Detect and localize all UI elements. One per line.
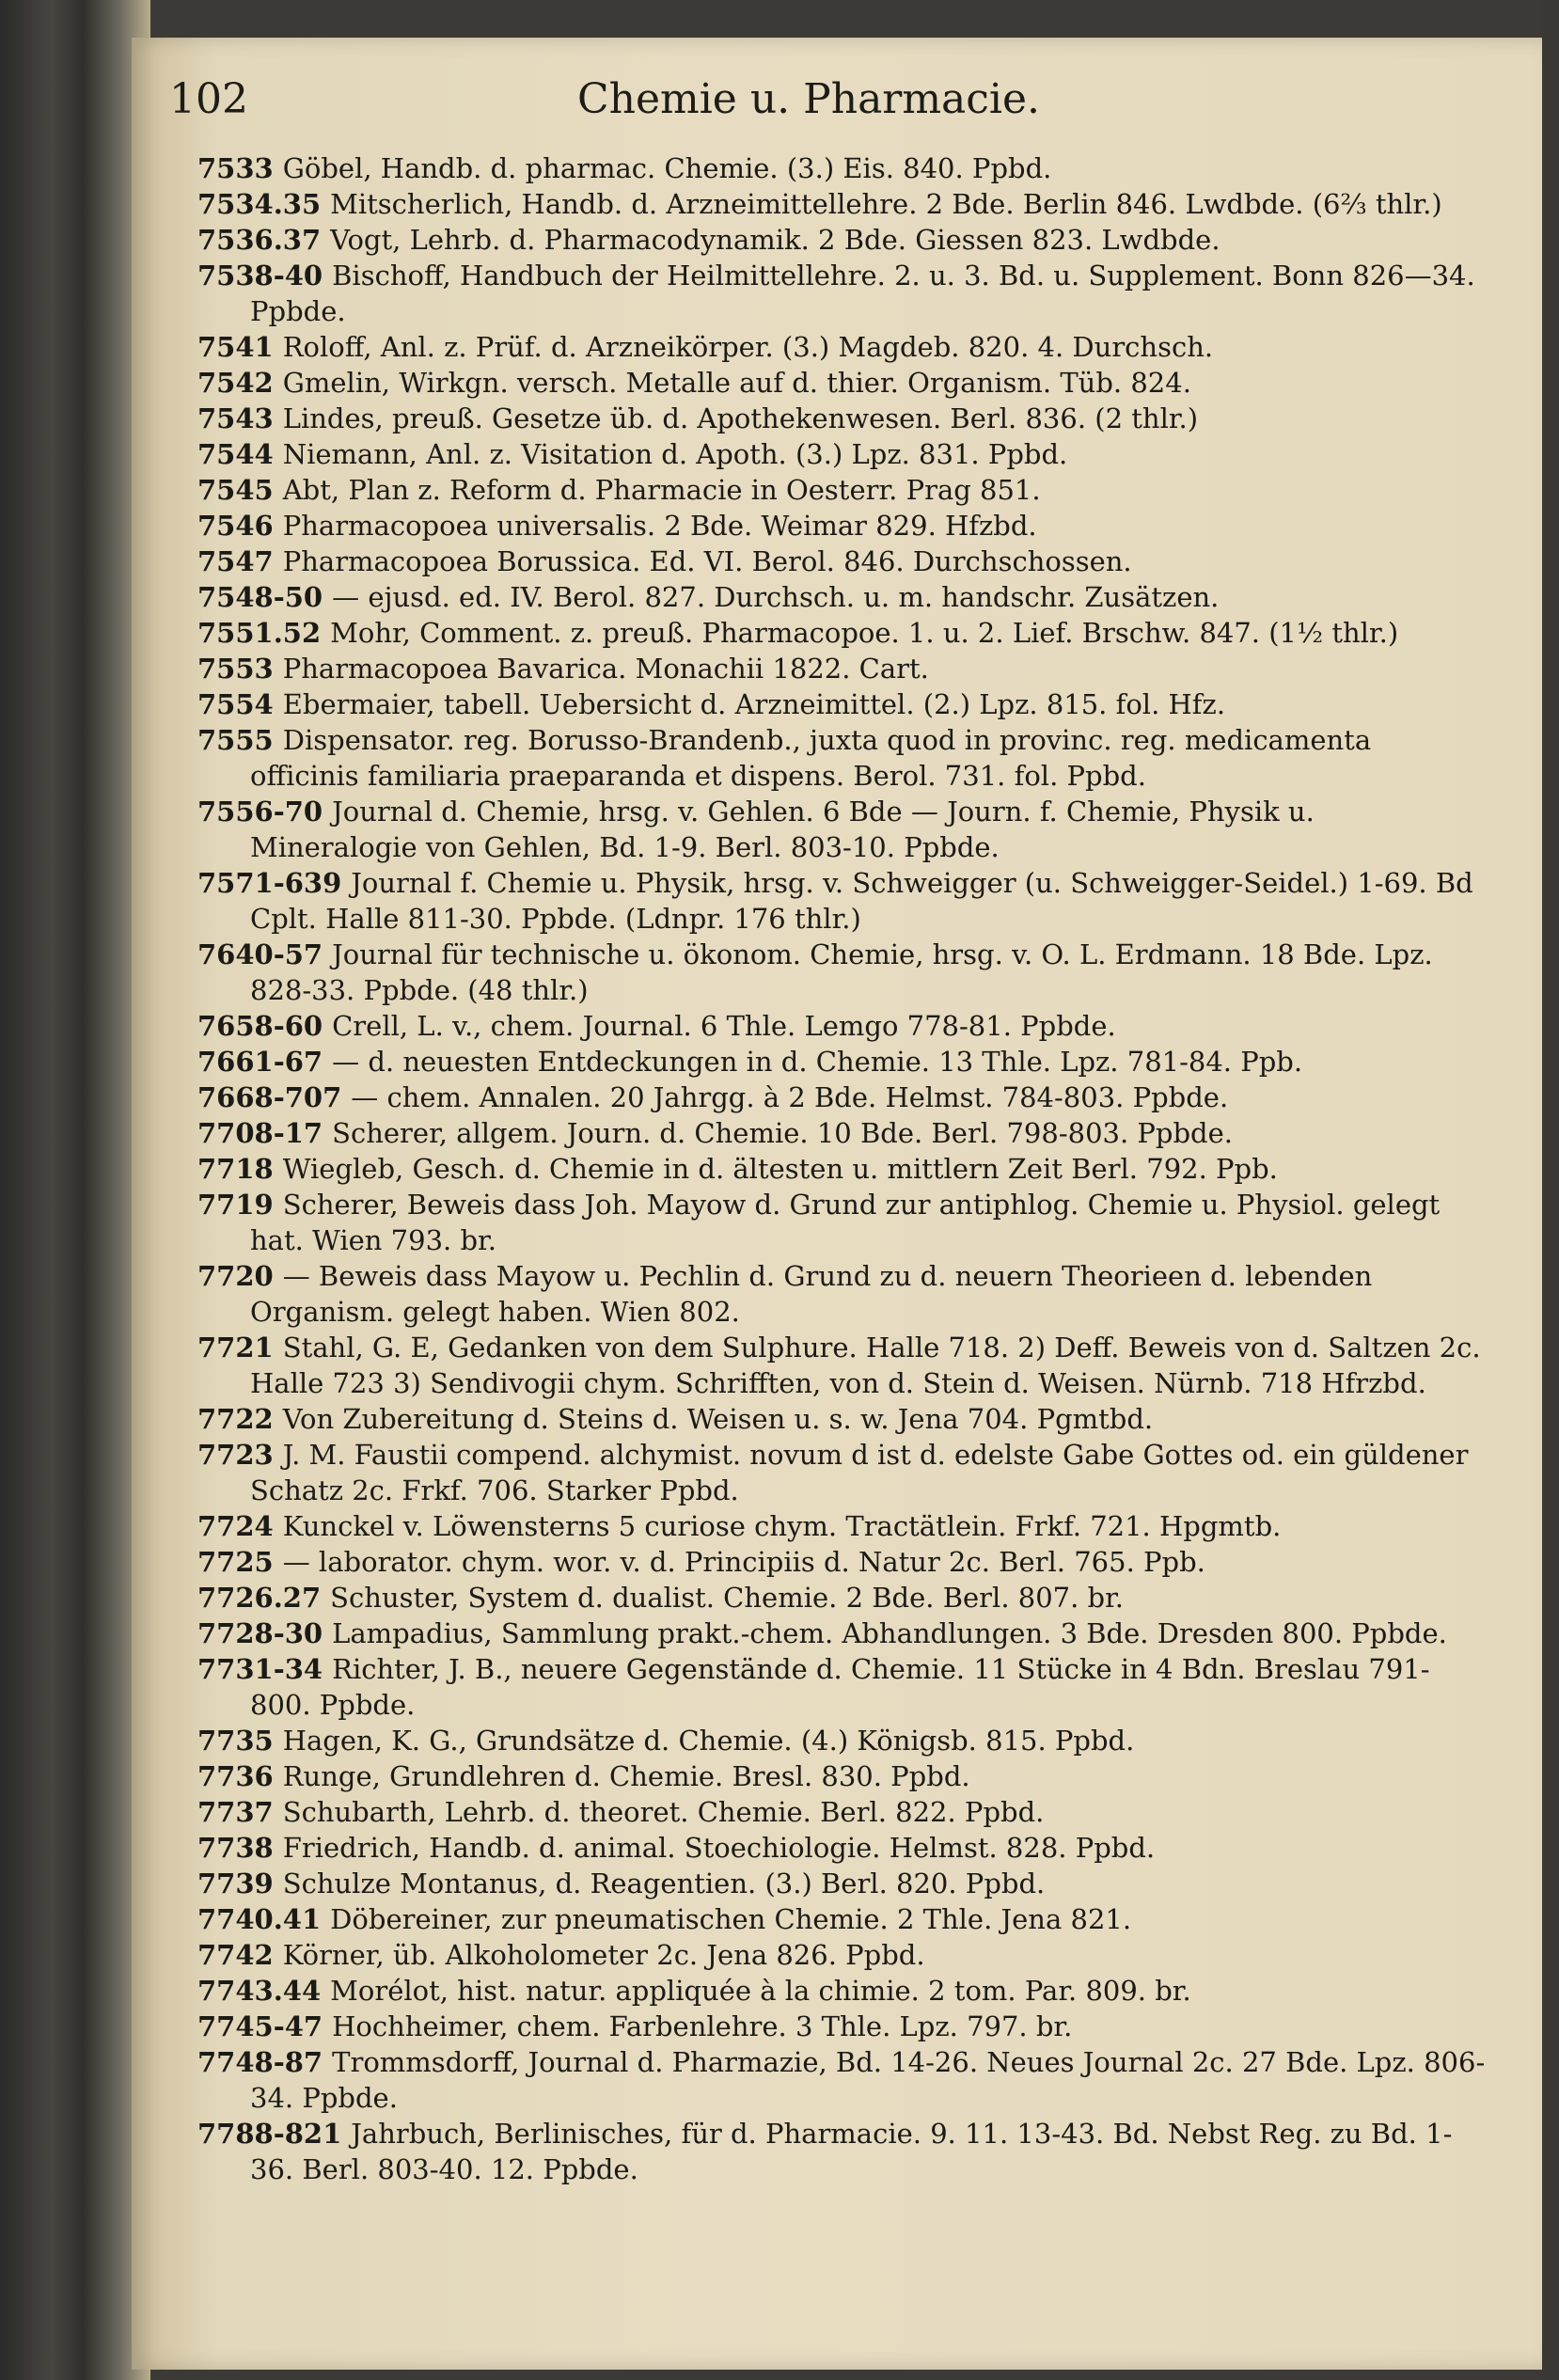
- entry-number: 7538-40: [197, 260, 323, 292]
- entry-text: Morélot, hist. natur. appliquée à la chimie. 2 tom. Par. 809. br.: [330, 1975, 1191, 2007]
- catalog-entry: [197, 1758, 1486, 1794]
- entry-text: Scherer, allgem. Journ. d. Chemie. 10 Bde. Berl. 798-803. Ppbde.: [332, 1117, 1234, 1149]
- entry-text: Scherer, Beweis dass Joh. Mayow d. Grund zur antiphlog. Chemie u. Physiol. gelegt hat. Wien 793. br.: [250, 1189, 1441, 1256]
- entry-number: 7720: [197, 1260, 274, 1292]
- entry-text: Niemann, Anl. z. Visitation d. Apoth. (3.) Lpz. 831. Ppbd.: [282, 438, 1068, 470]
- entry-text: Crell, L. v., chem. Journal. 6 Thle. Lemgo 778-81. Ppbde.: [332, 1010, 1116, 1042]
- catalog-entry: [197, 1544, 1486, 1580]
- entry-text: Pharmacopoea Bavarica. Monachii 1822. Cart.: [282, 653, 929, 685]
- entry-text: Pharmacopoea Borussica. Ed. VI. Berol. 846. Durchschossen.: [282, 545, 1132, 577]
- entry-text: Dispensator. reg. Borusso-Brandenb., juxta quod in provinc. reg. medicamenta officinis familiaria praeparanda et dispens. Berol. 731. fol. Ppbd.: [250, 724, 1372, 792]
- entry-number: 7533: [197, 152, 274, 184]
- entry-text: Döbereiner, zur pneumatischen Chemie. 2 Thle. Jena 821.: [330, 1903, 1132, 1935]
- catalog-entry: [197, 1723, 1486, 1758]
- entry-number: 7728-30: [197, 1617, 323, 1649]
- entry-text: Pharmacopoea universalis. 2 Bde. Weimar 829. Hfzbd.: [282, 510, 1037, 542]
- catalog-entry: [197, 1616, 1486, 1651]
- catalog-entry: [197, 1401, 1486, 1437]
- entry-number: 7543: [197, 402, 274, 434]
- entry-text: Bischoff, Handbuch der Heilmittellehre. 2. u. 3. Bd. u. Supplement. Bonn 826—34. Ppbde.: [250, 260, 1475, 327]
- entry-text: Schubarth, Lehrb. d. theoret. Chemie. Berl. 822. Ppbd.: [282, 1796, 1045, 1828]
- catalog-entry: [197, 436, 1486, 472]
- entry-number: 7723: [197, 1439, 274, 1471]
- entry-text: Schuster, System d. dualist. Chemie. 2 Bde. Berl. 807. br.: [330, 1582, 1125, 1614]
- entry-text: — Beweis dass Mayow u. Pechlin d. Grund zu d. neuern Theorieen d. lebenden Organism. gelegt haben. Wien 802.: [250, 1260, 1373, 1328]
- catalog-entry: [197, 686, 1486, 722]
- entry-number: 7721: [197, 1332, 274, 1363]
- entry-number: 7661-67: [197, 1046, 323, 1078]
- catalog-entry: [197, 722, 1486, 794]
- catalog-entry: [197, 258, 1486, 329]
- entry-number: 7668-707: [197, 1081, 342, 1113]
- entry-number: 7735: [197, 1725, 274, 1757]
- catalog-entry: [197, 579, 1486, 615]
- entry-text: Roloff, Anl. z. Prüf. d. Arzneikörper. (3.) Magdeb. 820. 4. Durchsch.: [282, 331, 1214, 363]
- entry-number: 7534.35: [197, 188, 322, 220]
- entry-number: 7726.27: [197, 1582, 322, 1614]
- entry-text: Journal für technische u. ökonom. Chemie, hrsg. v. O. L. Erdmann. 18 Bde. Lpz. 828-33. Ppbde. (48 thlr.): [250, 938, 1433, 1006]
- entry-number: 7731-34: [197, 1653, 323, 1685]
- entry-number: 7554: [197, 688, 274, 720]
- entry-text: Kunckel v. Löwensterns 5 curiose chym. Tractätlein. Frkf. 721. Hpgmtb.: [282, 1510, 1282, 1542]
- catalog-entry: [197, 794, 1486, 865]
- entry-text: Richter, J. B., neuere Gegenstände d. Chemie. 11 Stücke in 4 Bdn. Breslau 791-800. Ppbde.: [250, 1653, 1430, 1721]
- entry-number: 7788-821: [197, 2118, 342, 2150]
- entry-text: Hagen, K. G., Grundsätze d. Chemie. (4.) Königsb. 815. Ppbd.: [282, 1725, 1135, 1757]
- catalog-entries: [197, 150, 1486, 2187]
- catalog-entry: [197, 1044, 1486, 1080]
- entry-number: 7544: [197, 438, 274, 470]
- entry-number: 7736: [197, 1760, 274, 1792]
- catalog-entry: [197, 1437, 1486, 1508]
- entry-text: — ejusd. ed. IV. Berol. 827. Durchsch. u. m. handschr. Zusätzen.: [332, 581, 1220, 613]
- entry-number: 7553: [197, 653, 274, 685]
- page-number: 102: [169, 75, 248, 123]
- catalog-entry: [197, 1151, 1486, 1187]
- catalog-entry: [197, 2116, 1486, 2187]
- entry-number: 7725: [197, 1546, 274, 1578]
- entry-number: 7547: [197, 545, 274, 577]
- entry-text: Ebermaier, tabell. Uebersicht d. Arzneimittel. (2.) Lpz. 815. fol. Hfz.: [282, 688, 1226, 720]
- entry-number: 7722: [197, 1403, 274, 1435]
- entry-number: 7545: [197, 474, 274, 506]
- entry-number: 7742: [197, 1939, 274, 1971]
- entry-text: Journal d. Chemie, hrsg. v. Gehlen. 6 Bde — Journ. f. Chemie, Physik u. Mineralogie von Gehlen, Bd. 1-9. Berl. 803-10. Ppbde.: [250, 796, 1315, 863]
- entry-number: 7737: [197, 1796, 274, 1828]
- catalog-entry: [197, 615, 1486, 651]
- catalog-entry: [197, 937, 1486, 1008]
- catalog-entry: [197, 472, 1486, 508]
- entry-number: 7658-60: [197, 1010, 323, 1042]
- page-shadow: [1542, 0, 1559, 2380]
- entry-number: 7708-17: [197, 1117, 323, 1149]
- entry-number: 7556-70: [197, 796, 323, 827]
- entry-number: 7738: [197, 1832, 274, 1864]
- catalog-entry: [197, 1580, 1486, 1616]
- entry-number: 7640-57: [197, 938, 323, 970]
- catalog-entry: [197, 1187, 1486, 1258]
- catalog-entry: [197, 1080, 1486, 1115]
- entry-number: 7551.52: [197, 617, 322, 649]
- entry-text: Lindes, preuß. Gesetze üb. d. Apothekenwesen. Berl. 836. (2 thlr.): [282, 402, 1199, 434]
- catalog-entry: [197, 651, 1486, 686]
- entry-number: 7571-639: [197, 867, 342, 899]
- entry-text: — chem. Annalen. 20 Jahrgg. à 2 Bde. Helmst. 784-803. Ppbde.: [351, 1081, 1229, 1113]
- entry-text: Runge, Grundlehren d. Chemie. Bresl. 830. Ppbd.: [282, 1760, 970, 1792]
- entry-number: 7719: [197, 1189, 274, 1221]
- catalog-entry: [197, 1830, 1486, 1866]
- entry-number: 7548-50: [197, 581, 323, 613]
- catalog-entry: [197, 401, 1486, 436]
- entry-number: 7743.44: [197, 1975, 322, 2007]
- entry-text: — d. neuesten Entdeckungen in d. Chemie. 13 Thle. Lpz. 781-84. Ppb.: [332, 1046, 1303, 1078]
- catalog-entry: [197, 222, 1486, 258]
- entry-number: 7718: [197, 1153, 274, 1185]
- entry-number: 7536.37: [197, 224, 322, 256]
- entry-text: Mohr, Comment. z. preuß. Pharmacopoe. 1. u. 2. Lief. Brschw. 847. (1½ thlr.): [330, 617, 1399, 649]
- entry-text: — laborator. chym. wor. v. d. Principiis d. Natur 2c. Berl. 765. Ppb.: [282, 1546, 1205, 1578]
- entry-text: Stahl, G. E, Gedanken von dem Sulphure. Halle 718. 2) Deff. Beweis von d. Saltzen 2c. Halle 723 3) Sendivogii chym. Schrifften, von d. Stein d. Weisen. Nürnb. 718 Hfrzbd.: [250, 1332, 1481, 1399]
- book-spine-edge: [0, 0, 150, 2380]
- catalog-entry: [197, 1866, 1486, 1901]
- entry-number: 7745-47: [197, 2010, 323, 2042]
- entry-text: Von Zubereitung d. Steins d. Weisen u. s. w. Jena 704. Pgmtbd.: [282, 1403, 1154, 1435]
- entry-text: Friedrich, Handb. d. animal. Stoechiologie. Helmst. 828. Ppbd.: [282, 1832, 1156, 1864]
- catalog-entry: [197, 1330, 1486, 1401]
- catalog-entry: [197, 508, 1486, 544]
- catalog-entry: [197, 365, 1486, 401]
- entry-text: Jahrbuch, Berlinisches, für d. Pharmacie. 9. 11. 13-43. Bd. Nebst Reg. zu Bd. 1-36. Berl. 803-40. 12. Ppbde.: [250, 2118, 1453, 2185]
- catalog-entry: [197, 1937, 1486, 1973]
- entry-number: 7740.41: [197, 1903, 322, 1935]
- entry-text: Wiegleb, Gesch. d. Chemie in d. ältesten u. mittlern Zeit Berl. 792. Ppb.: [282, 1153, 1278, 1185]
- entry-text: Gmelin, Wirkgn. versch. Metalle auf d. thier. Organism. Tüb. 824.: [282, 367, 1191, 399]
- catalog-entry: [197, 1901, 1486, 1937]
- entry-text: Abt, Plan z. Reform d. Pharmacie in Oesterr. Prag 851.: [282, 474, 1041, 506]
- running-title: Chemie u. Pharmacie.: [576, 75, 1041, 123]
- catalog-entry: [197, 865, 1486, 937]
- catalog-entry: [197, 1973, 1486, 2009]
- catalog-entry: [197, 1651, 1486, 1723]
- entry-text: J. M. Faustii compend. alchymist. novum d ist d. edelste Gabe Gottes od. ein güldener Schatz 2c. Frkf. 706. Starker Ppbd.: [250, 1439, 1469, 1506]
- entry-number: 7541: [197, 331, 274, 363]
- catalog-entry: [197, 1794, 1486, 1830]
- entry-text: Schulze Montanus, d. Reagentien. (3.) Berl. 820. Ppbd.: [282, 1868, 1046, 1899]
- entry-text: Trommsdorff, Journal d. Pharmazie, Bd. 14-26. Neues Journal 2c. 27 Bde. Lpz. 806-34. Ppbde.: [250, 2046, 1486, 2114]
- entry-text: Lampadius, Sammlung prakt.-chem. Abhandlungen. 3 Bde. Dresden 800. Ppbde.: [332, 1617, 1447, 1649]
- entry-text: Hochheimer, chem. Farbenlehre. 3 Thle. Lpz. 797. br.: [332, 2010, 1073, 2042]
- catalog-entry: [197, 2009, 1486, 2044]
- entry-number: 7739: [197, 1868, 274, 1899]
- entry-number: 7555: [197, 724, 274, 756]
- catalog-entry: [197, 1508, 1486, 1544]
- catalog-entry: [197, 1258, 1486, 1330]
- entry-text: Göbel, Handb. d. pharmac. Chemie. (3.) Eis. 840. Ppbd.: [282, 152, 1052, 184]
- catalog-entry: [197, 1115, 1486, 1151]
- catalog-entry: [197, 1008, 1486, 1044]
- entry-text: Körner, üb. Alkoholometer 2c. Jena 826. Ppbd.: [282, 1939, 925, 1971]
- entry-number: 7546: [197, 510, 274, 542]
- page-header: [169, 75, 1448, 141]
- catalog-entry: [197, 150, 1486, 186]
- entry-text: Mitscherlich, Handb. d. Arzneimittellehre. 2 Bde. Berlin 846. Lwdbde. (6⅔ thlr.): [330, 188, 1442, 220]
- catalog-entry: [197, 2044, 1486, 2116]
- entry-text: Journal f. Chemie u. Physik, hrsg. v. Schweigger (u. Schweigger-Seidel.) 1-69. Bd Cplt. Halle 811-30. Ppbde. (Ldnpr. 176 thlr.): [250, 867, 1473, 935]
- entry-number: 7748-87: [197, 2046, 323, 2078]
- entry-number: 7542: [197, 367, 274, 399]
- catalog-entry: [197, 186, 1486, 222]
- entry-number: 7724: [197, 1510, 274, 1542]
- catalog-entry: [197, 544, 1486, 579]
- entry-text: Vogt, Lehrb. d. Pharmacodynamik. 2 Bde. Giessen 823. Lwdbde.: [330, 224, 1220, 256]
- catalog-entry: [197, 329, 1486, 365]
